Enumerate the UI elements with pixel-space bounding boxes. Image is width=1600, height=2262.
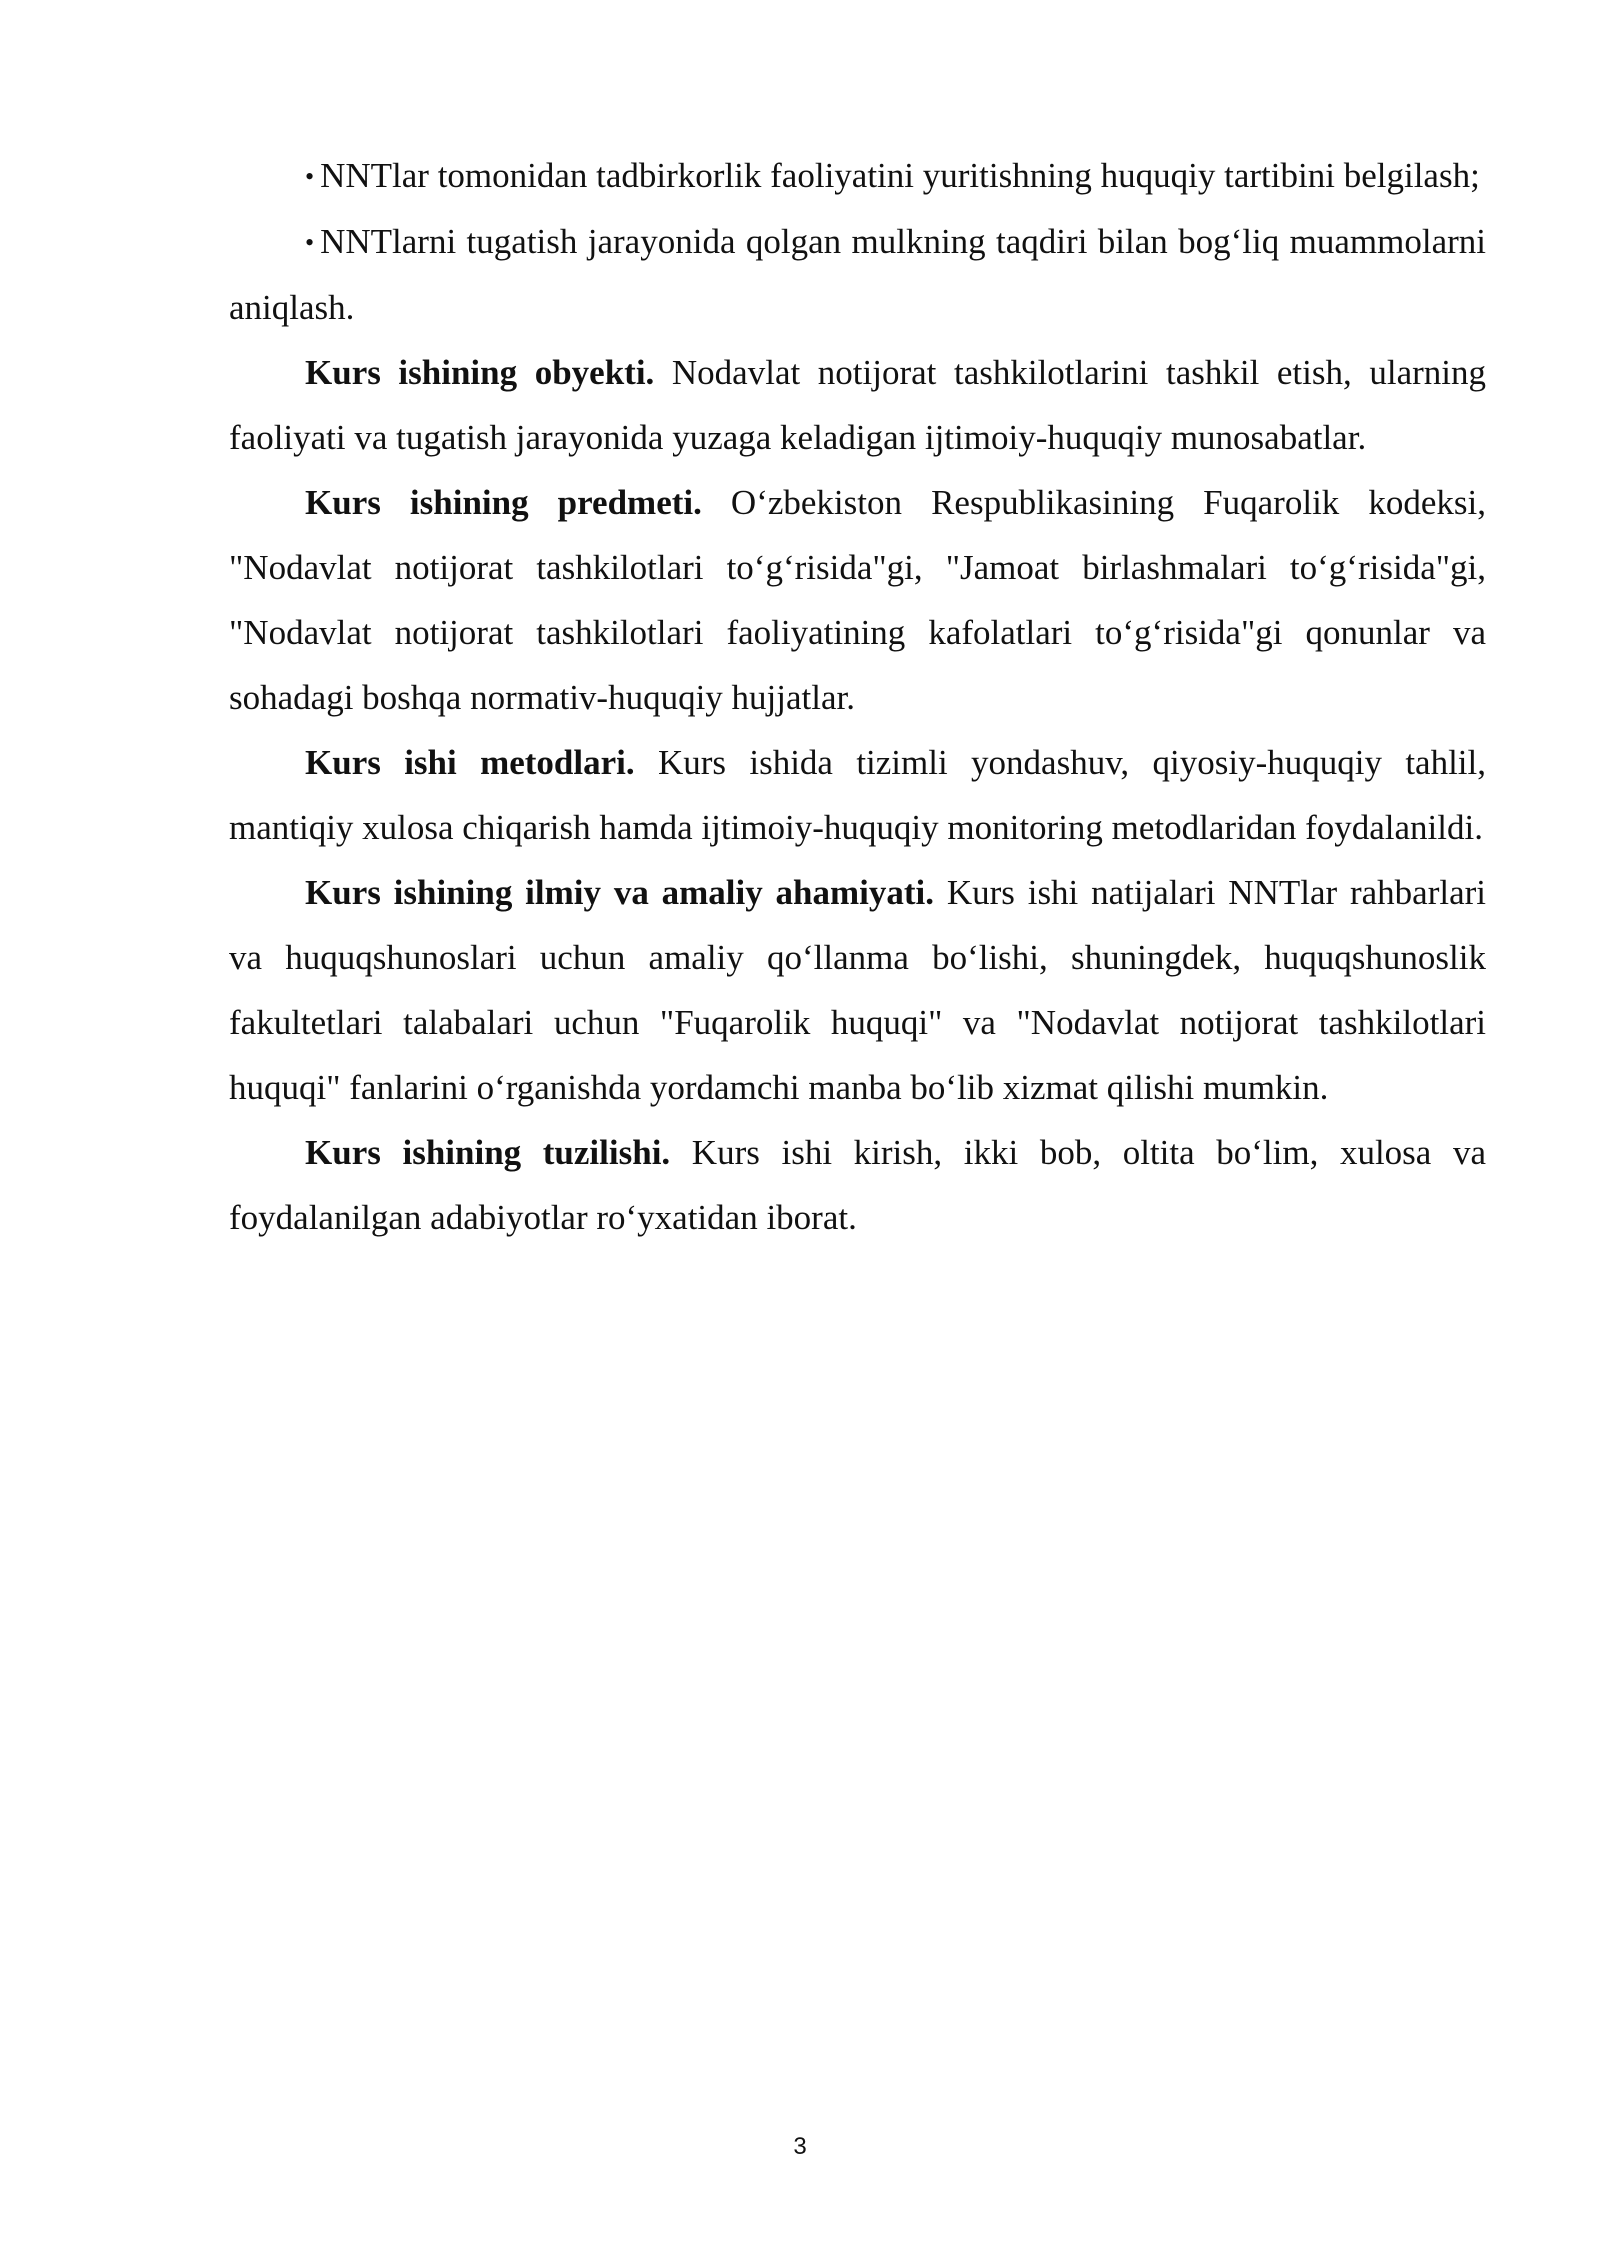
- section-lead: Kurs ishining obyekti.: [305, 353, 655, 392]
- section-text: Nodavlat notijorat tashkilotlarini tashkil etish, ularning faoliyati va tugatish jarayonida yuzaga keladigan ijtimoiy-huquqiy munosabatlar.: [229, 353, 1486, 457]
- page-number: 3: [793, 2133, 807, 2160]
- section-methods: [229, 730, 1486, 860]
- section-lead: Kurs ishining predmeti.: [305, 483, 702, 522]
- bullet-item: [229, 209, 1486, 340]
- section-text: Kurs ishi natijalari NNTlar rahbarlari va huquqshunoslari uchun amaliy qo‘llanma bo‘lishi, shuningdek, huquqshunoslik fakultetlari talabalari uchun "Fuqarolik huquqi" va "Nodavlat notijorat tashkilotlari huquqi" fanlarini o‘rganishda yordamchi manba bo‘lib xizmat qilishi mumkin.: [229, 873, 1486, 1107]
- section-lead: Kurs ishi metodlari.: [305, 743, 635, 782]
- section-text: Kurs ishi kirish, ikki bob, oltita bo‘lim, xulosa va foydalanilgan adabiyotlar ro‘yxatidan iborat.: [229, 1133, 1486, 1237]
- section-text: O‘zbekiston Respublikasining Fuqarolik kodeksi, "Nodavlat notijorat tashkilotlari to‘g‘risida"gi, "Jamoat birlashmalari to‘g‘risida"gi, "Nodavlat notijorat tashkilotlari faoliyatining kafolatlari to‘g‘risida"gi qonunlar va sohadagi boshqa normativ-huquqiy hujjatlar.: [229, 483, 1486, 717]
- section-significance: [229, 860, 1486, 1120]
- bullet-mark: •: [305, 228, 315, 257]
- section-text: Kurs ishida tizimli yondashuv, qiyosiy-huquqiy tahlil, mantiqiy xulosa chiqarish hamda ijtimoiy-huquqiy monitoring metodlaridan foydalanildi.: [229, 743, 1486, 847]
- bullet-text: NNTlarni tugatish jarayonida qolgan mulkning taqdiri bilan bog‘liq muammolarni aniqlash.: [229, 222, 1486, 327]
- bullet-text: NNTlar tomonidan tadbirkorlik faoliyatini yuritishning huquqiy tartibini belgilash;: [320, 156, 1480, 195]
- section-subject: [229, 470, 1486, 730]
- section-lead: Kurs ishining ilmiy va amaliy ahamiyati.: [305, 873, 935, 912]
- bullet-mark: •: [305, 162, 315, 191]
- section-object: [229, 340, 1486, 470]
- section-lead: Kurs ishining tuzilishi.: [305, 1133, 671, 1172]
- section-structure: [229, 1120, 1486, 1250]
- bullet-item: [229, 143, 1486, 209]
- page-body: [229, 143, 1486, 1250]
